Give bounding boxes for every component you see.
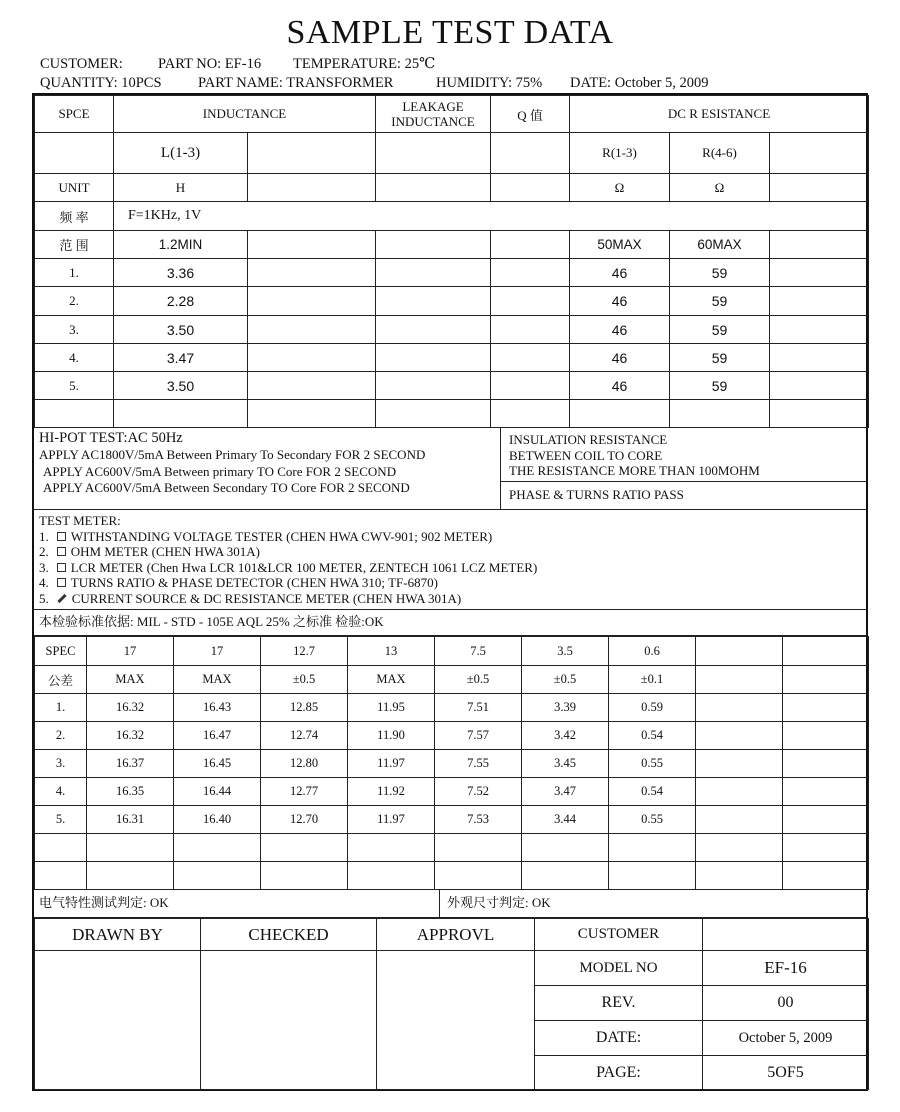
- table-cell: [783, 806, 869, 834]
- row-number: 2.: [35, 287, 114, 316]
- dimension-table: [34, 636, 869, 890]
- header-date: DATE: October 5, 2009: [570, 75, 709, 91]
- table-row: [35, 344, 869, 372]
- table-cell: 7.51: [435, 694, 522, 722]
- table-cell: 16.45: [174, 750, 261, 778]
- row-number: 4.: [35, 778, 87, 806]
- tolerance-value: MAX: [174, 666, 261, 694]
- table-cell: [696, 806, 783, 834]
- range-label: 范 围: [35, 231, 114, 259]
- table-cell: 12.80: [261, 750, 348, 778]
- table-cell: 7.57: [435, 722, 522, 750]
- table-cell: [696, 694, 783, 722]
- test-data-form: [32, 93, 868, 1091]
- header-dc-resistance: DC R ESISTANCE: [570, 96, 869, 133]
- unit-r46: Ω: [670, 174, 770, 202]
- standard-text: 本检验标准依据: MIL - STD - 105E AQL 25% 之标准 检验:OK: [39, 614, 384, 629]
- r13-value: 46: [570, 287, 670, 316]
- signoff-table: [34, 918, 869, 1090]
- table-cell: 7.55: [435, 750, 522, 778]
- table-cell: 3.45: [522, 750, 609, 778]
- part-name: PART NAME: TRANSFORMER: [198, 75, 394, 91]
- table-cell: 12.74: [261, 722, 348, 750]
- document-icon: [57, 578, 66, 587]
- table-cell: 16.31: [87, 806, 174, 834]
- header-leakage-inductance: LEAKAGE INDUCTANCE: [376, 96, 491, 133]
- table-cell: 0.54: [609, 778, 696, 806]
- insulation-line-2: BETWEEN COIL TO CORE: [509, 447, 663, 463]
- table-row: [35, 259, 869, 287]
- unit-h: H: [114, 174, 248, 202]
- table-cell: [783, 694, 869, 722]
- table-cell: 16.43: [174, 694, 261, 722]
- list-item: 2. OHM METER (CHEN HWA 301A): [39, 544, 260, 559]
- tolerance-value: MAX: [348, 666, 435, 694]
- test-meter-section: [34, 510, 866, 610]
- model-no-value: EF-16: [703, 951, 869, 986]
- table-cell: 3.47: [522, 778, 609, 806]
- drawn-by-signature: [35, 951, 201, 1090]
- tolerance-value: [783, 666, 869, 694]
- table-cell: 3.39: [522, 694, 609, 722]
- table-row: [35, 750, 869, 778]
- table-row: [35, 694, 869, 722]
- table-row: [35, 316, 869, 344]
- quantity: QUANTITY: 10PCS: [40, 75, 162, 91]
- approved-label: APPROVL: [377, 919, 535, 951]
- header-q: Q 值: [491, 96, 570, 133]
- sub-r46: R(4-6): [670, 133, 770, 174]
- table-cell: [696, 778, 783, 806]
- table-row: [35, 372, 869, 400]
- frequency-value: F=1KHz, 1V: [114, 202, 869, 231]
- sub-l13: L(1-3): [114, 133, 248, 174]
- row-number: 2.: [35, 722, 87, 750]
- date-value: October 5, 2009: [703, 1021, 869, 1056]
- spec-value: [696, 637, 783, 666]
- row-number: 1.: [35, 694, 87, 722]
- frequency-label: 频 率: [35, 202, 114, 231]
- table-cell: 11.90: [348, 722, 435, 750]
- l13-value: 3.47: [114, 344, 248, 372]
- page-title: SAMPLE TEST DATA: [286, 14, 614, 51]
- list-item: 3. LCR METER (Chen Hwa LCR 101&LCR 100 METER, ZENTECH 1061 LCZ METER): [39, 559, 538, 575]
- table-cell: 0.55: [609, 750, 696, 778]
- hipot-section: [34, 428, 866, 510]
- insulation-line-3: THE RESISTANCE MORE THAN 100MOHM: [509, 463, 760, 478]
- table-cell: 16.32: [87, 722, 174, 750]
- table-row: [35, 287, 869, 316]
- range-l13: 1.2MIN: [114, 231, 248, 259]
- list-item: 1. WITHSTANDING VOLTAGE TESTER (CHEN HWA CWV-901; 902 METER): [39, 528, 493, 544]
- spec-value: 3.5: [522, 637, 609, 666]
- insulation-line-1: INSULATION RESISTANCE: [509, 432, 668, 447]
- phase-turns-ratio: PHASE & TURNS RATIO PASS: [509, 487, 684, 502]
- range-r46: 60MAX: [670, 231, 770, 259]
- standard-section: [34, 610, 866, 636]
- table-row: [35, 778, 869, 806]
- list-item: 5. CURRENT SOURCE & DC RESISTANCE METER (CHEN HWA 301A): [39, 590, 462, 606]
- list-item: 4. TURNS RATIO & PHASE DETECTOR (CHEN HWA 310; TF-6870): [39, 575, 438, 590]
- page-label: PAGE:: [535, 1056, 703, 1090]
- table-row: [35, 722, 869, 750]
- table-cell: 0.55: [609, 806, 696, 834]
- judgement-section: [34, 890, 866, 918]
- tolerance-value: MAX: [87, 666, 174, 694]
- r46-value: 59: [670, 287, 770, 316]
- hipot-line-3: APPLY AC600V/5mA Between Secondary TO Core FOR 2 SECOND: [43, 480, 410, 495]
- spec-value: [783, 637, 869, 666]
- tolerance-value: ±0.5: [435, 666, 522, 694]
- spec-value: 12.7: [261, 637, 348, 666]
- spec-row: [35, 637, 869, 666]
- spec-value: 7.5: [435, 637, 522, 666]
- table-cell: 16.40: [174, 806, 261, 834]
- spec-value: 0.6: [609, 637, 696, 666]
- table-cell: 3.42: [522, 722, 609, 750]
- sub-r13: R(1-3): [570, 133, 670, 174]
- model-no-label: MODEL NO: [535, 951, 703, 986]
- r46-value: 59: [670, 259, 770, 287]
- range-r13: 50MAX: [570, 231, 670, 259]
- r46-value: 59: [670, 372, 770, 400]
- table-cell: 11.95: [348, 694, 435, 722]
- table-cell: 16.47: [174, 722, 261, 750]
- table-cell: [696, 750, 783, 778]
- r13-value: 46: [570, 344, 670, 372]
- l13-value: 2.28: [114, 287, 248, 316]
- header-spec: SPCE: [35, 96, 114, 133]
- spec-label: SPEC: [35, 637, 87, 666]
- tolerance-label: 公差: [35, 666, 87, 694]
- table-cell: 16.35: [87, 778, 174, 806]
- pencil-icon: [57, 594, 66, 603]
- table-cell: 7.53: [435, 806, 522, 834]
- table-cell: 3.44: [522, 806, 609, 834]
- table-cell: 11.97: [348, 750, 435, 778]
- document-icon: [57, 547, 66, 556]
- test-meter-title: TEST METER:: [39, 513, 121, 528]
- tolerance-value: ±0.5: [261, 666, 348, 694]
- table-cell: 16.32: [87, 694, 174, 722]
- date-label: DATE:: [535, 1021, 703, 1056]
- header-inductance: INDUCTANCE: [114, 96, 376, 133]
- appearance-judgement: 外观尺寸判定: OK: [447, 895, 551, 910]
- tolerance-value: ±0.1: [609, 666, 696, 694]
- table-row: [35, 806, 869, 834]
- row-number: 4.: [35, 344, 114, 372]
- document-icon: [57, 532, 66, 541]
- table-cell: 12.77: [261, 778, 348, 806]
- r46-value: 59: [670, 316, 770, 344]
- table-cell: 0.59: [609, 694, 696, 722]
- row-number: 3.: [35, 750, 87, 778]
- unit-r13: Ω: [570, 174, 670, 202]
- checked-label: CHECKED: [201, 919, 377, 951]
- r46-value: 59: [670, 344, 770, 372]
- unit-label: UNIT: [35, 174, 114, 202]
- r13-value: 46: [570, 259, 670, 287]
- page-value: 5OF5: [703, 1056, 869, 1090]
- table-cell: 12.85: [261, 694, 348, 722]
- spec-value: 17: [174, 637, 261, 666]
- rev-value: 00: [703, 986, 869, 1021]
- customer-label: CUSTOMER:: [40, 56, 123, 72]
- table-cell: [783, 722, 869, 750]
- table-cell: 0.54: [609, 722, 696, 750]
- table-cell: 11.92: [348, 778, 435, 806]
- row-number: 3.: [35, 316, 114, 344]
- approved-signature: [377, 951, 535, 1090]
- table-cell: [783, 750, 869, 778]
- row-number: 5.: [35, 806, 87, 834]
- customer-label: CUSTOMER: [535, 919, 703, 951]
- header-row-2: [40, 75, 709, 92]
- temperature: TEMPERATURE: 25℃: [293, 56, 436, 72]
- table-cell: 7.52: [435, 778, 522, 806]
- hipot-line-1: APPLY AC1800V/5mA Between Primary To Secondary FOR 2 SECOND: [39, 447, 426, 462]
- spec-value: 13: [348, 637, 435, 666]
- drawn-by-label: DRAWN BY: [35, 919, 201, 951]
- table-cell: 16.37: [87, 750, 174, 778]
- header-row-1: [40, 56, 435, 73]
- electrical-judgement: 电气特性测试判定: OK: [39, 895, 169, 910]
- hipot-title: HI-POT TEST:AC 50Hz: [39, 430, 183, 446]
- table-cell: 12.70: [261, 806, 348, 834]
- spec-value: 17: [87, 637, 174, 666]
- rev-label: REV.: [535, 986, 703, 1021]
- document-icon: [57, 563, 66, 572]
- l13-value: 3.36: [114, 259, 248, 287]
- table-cell: 11.97: [348, 806, 435, 834]
- row-number: 1.: [35, 259, 114, 287]
- table-cell: 16.44: [174, 778, 261, 806]
- l13-value: 3.50: [114, 316, 248, 344]
- hipot-line-2: APPLY AC600V/5mA Between primary TO Core FOR 2 SECOND: [43, 463, 397, 479]
- l13-value: 3.50: [114, 372, 248, 400]
- table-cell: [696, 722, 783, 750]
- checked-signature: [201, 951, 377, 1090]
- inductance-dcr-table: [34, 95, 869, 428]
- row-number: 5.: [35, 372, 114, 400]
- tolerance-value: [696, 666, 783, 694]
- humidity: HUMIDITY: 75%: [436, 75, 543, 91]
- tolerance-row: [35, 666, 869, 694]
- r13-value: 46: [570, 316, 670, 344]
- part-no: PART NO: EF-16: [158, 56, 262, 72]
- tolerance-value: ±0.5: [522, 666, 609, 694]
- table-cell: [783, 778, 869, 806]
- r13-value: 46: [570, 372, 670, 400]
